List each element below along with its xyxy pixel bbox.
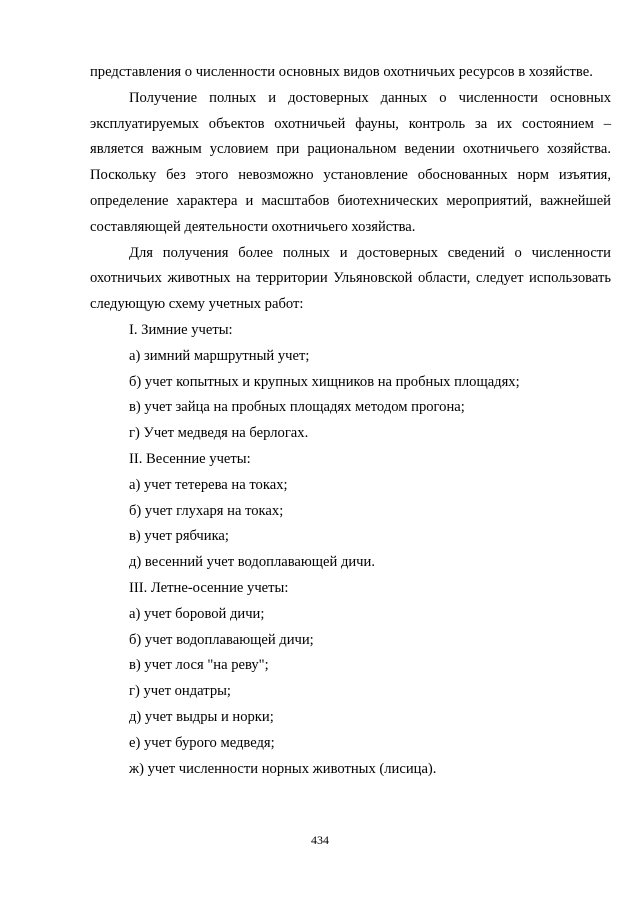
list-item: д) весенний учет водоплавающей дичи. [129, 554, 375, 571]
list-item: в) учет зайца на пробных площадях методом прогона; [129, 399, 465, 416]
list-item: ж) учет численности норных животных (лисица). [129, 760, 437, 777]
list-item: г) Учет медведя на берлогах. [129, 425, 309, 442]
paragraph-survey-scheme-intro: Для получения более полных и достоверных сведений о численности охотничьих животных на территории Ульяновской области, следует использовать следующую схему учетных работ: [90, 244, 611, 313]
paragraph-data-importance: Получение полных и достоверных данных о численности основных эксплуатируемых объектов охотничьей фауны, контроль за их состоянием – является важным условием при рациональном ведении охотничьего хозяйства. Поскольку без этого невозможно установление обоснованных норм изъятия, определение характера и масштабов биотехнических мероприятий, важнейшей составляющей деятельности охотничьего хозяйства. [90, 89, 611, 235]
list-item: г) учет ондатры; [129, 683, 231, 700]
list-item: а) зимний маршрутный учет; [129, 347, 310, 364]
list-item: в) учет рябчика; [129, 528, 229, 545]
page-number: 434 [311, 833, 329, 847]
list-item: б) учет копытных и крупных хищников на пробных площадях; [129, 373, 520, 390]
list-item: а) учет боровой дичи; [129, 605, 265, 622]
list-heading-winter: I. Зимние учеты: [129, 321, 233, 338]
list-heading-spring: II. Весенние учеты: [129, 450, 251, 467]
body-text [90, 60, 611, 782]
list-item: б) учет глухаря на токах; [129, 502, 284, 519]
list-item: б) учет водоплавающей дичи; [129, 631, 314, 648]
paragraph-continuation: представления о численности основных видов охотничьих ресурсов в хозяйстве. [90, 64, 593, 80]
list-item: в) учет лося "на реву"; [129, 657, 269, 674]
survey-scheme-list [90, 318, 611, 782]
list-item: а) учет тетерева на токах; [129, 476, 288, 493]
list-heading-summer-autumn: III. Летне-осенние учеты: [129, 579, 289, 596]
list-item: е) учет бурого медведя; [129, 734, 275, 751]
list-item: д) учет выдры и норки; [129, 708, 274, 725]
